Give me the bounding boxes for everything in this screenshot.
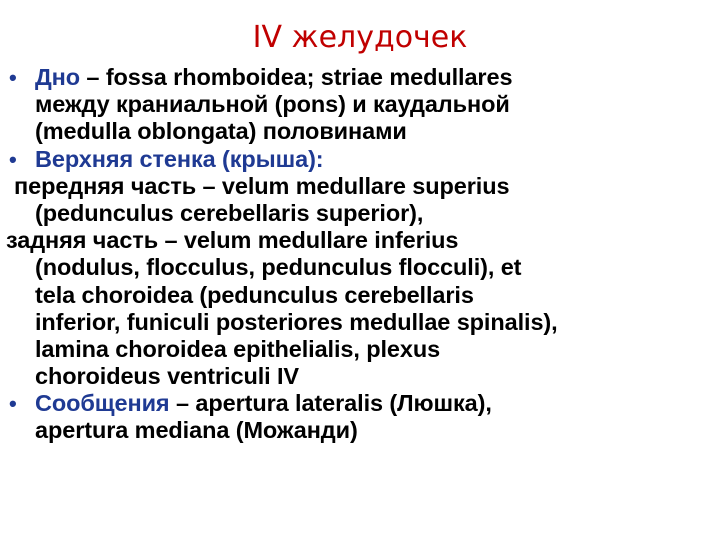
- openings-line-2: apertura mediana (Можанди): [35, 417, 358, 444]
- slide-body: [0, 64, 716, 445]
- floor-line-2: между краниальной (pons) и каудальной: [35, 91, 510, 118]
- bullet-icon: •: [9, 391, 17, 417]
- roof-line-5: (nodulus, flocculus, pedunculus flocculi), et: [35, 254, 522, 281]
- bullet-item-openings-line-1: [0, 390, 716, 417]
- roof-line-3: (pedunculus cerebellaris superior),: [35, 199, 424, 226]
- roof-line-4: задняя часть – velum medullare inferius: [6, 227, 459, 254]
- roof-line-9: choroideus ventriculi IV: [35, 363, 299, 390]
- bullet-item-floor-line-1: [0, 64, 716, 91]
- term-roof: Верхняя стенка (крыша):: [35, 145, 324, 172]
- roof-line-7: inferior, funiculi posteriores medullae spinalis),: [35, 308, 558, 335]
- slide-title: IV желудочек: [252, 20, 468, 55]
- floor-text: – fossa rhomboidea; striae medullares: [80, 64, 513, 90]
- term-floor: Дно: [35, 64, 80, 90]
- bullet-icon: •: [9, 146, 17, 172]
- roof-line-8: lamina choroidea epithelialis, plexus: [35, 335, 441, 362]
- bullet-icon: •: [9, 65, 17, 90]
- floor-line-3: (medulla oblongata) половинами: [35, 118, 407, 145]
- term-openings: Сообщения: [35, 390, 170, 417]
- roof-line-6: tela choroidea (pedunculus cerebellaris: [35, 281, 474, 308]
- openings-text: – apertura lateralis (Люшка),: [169, 390, 492, 417]
- roof-line-2: передняя часть – velum medullare superius: [14, 172, 510, 199]
- bullet-item-roof-line-1: [0, 146, 716, 173]
